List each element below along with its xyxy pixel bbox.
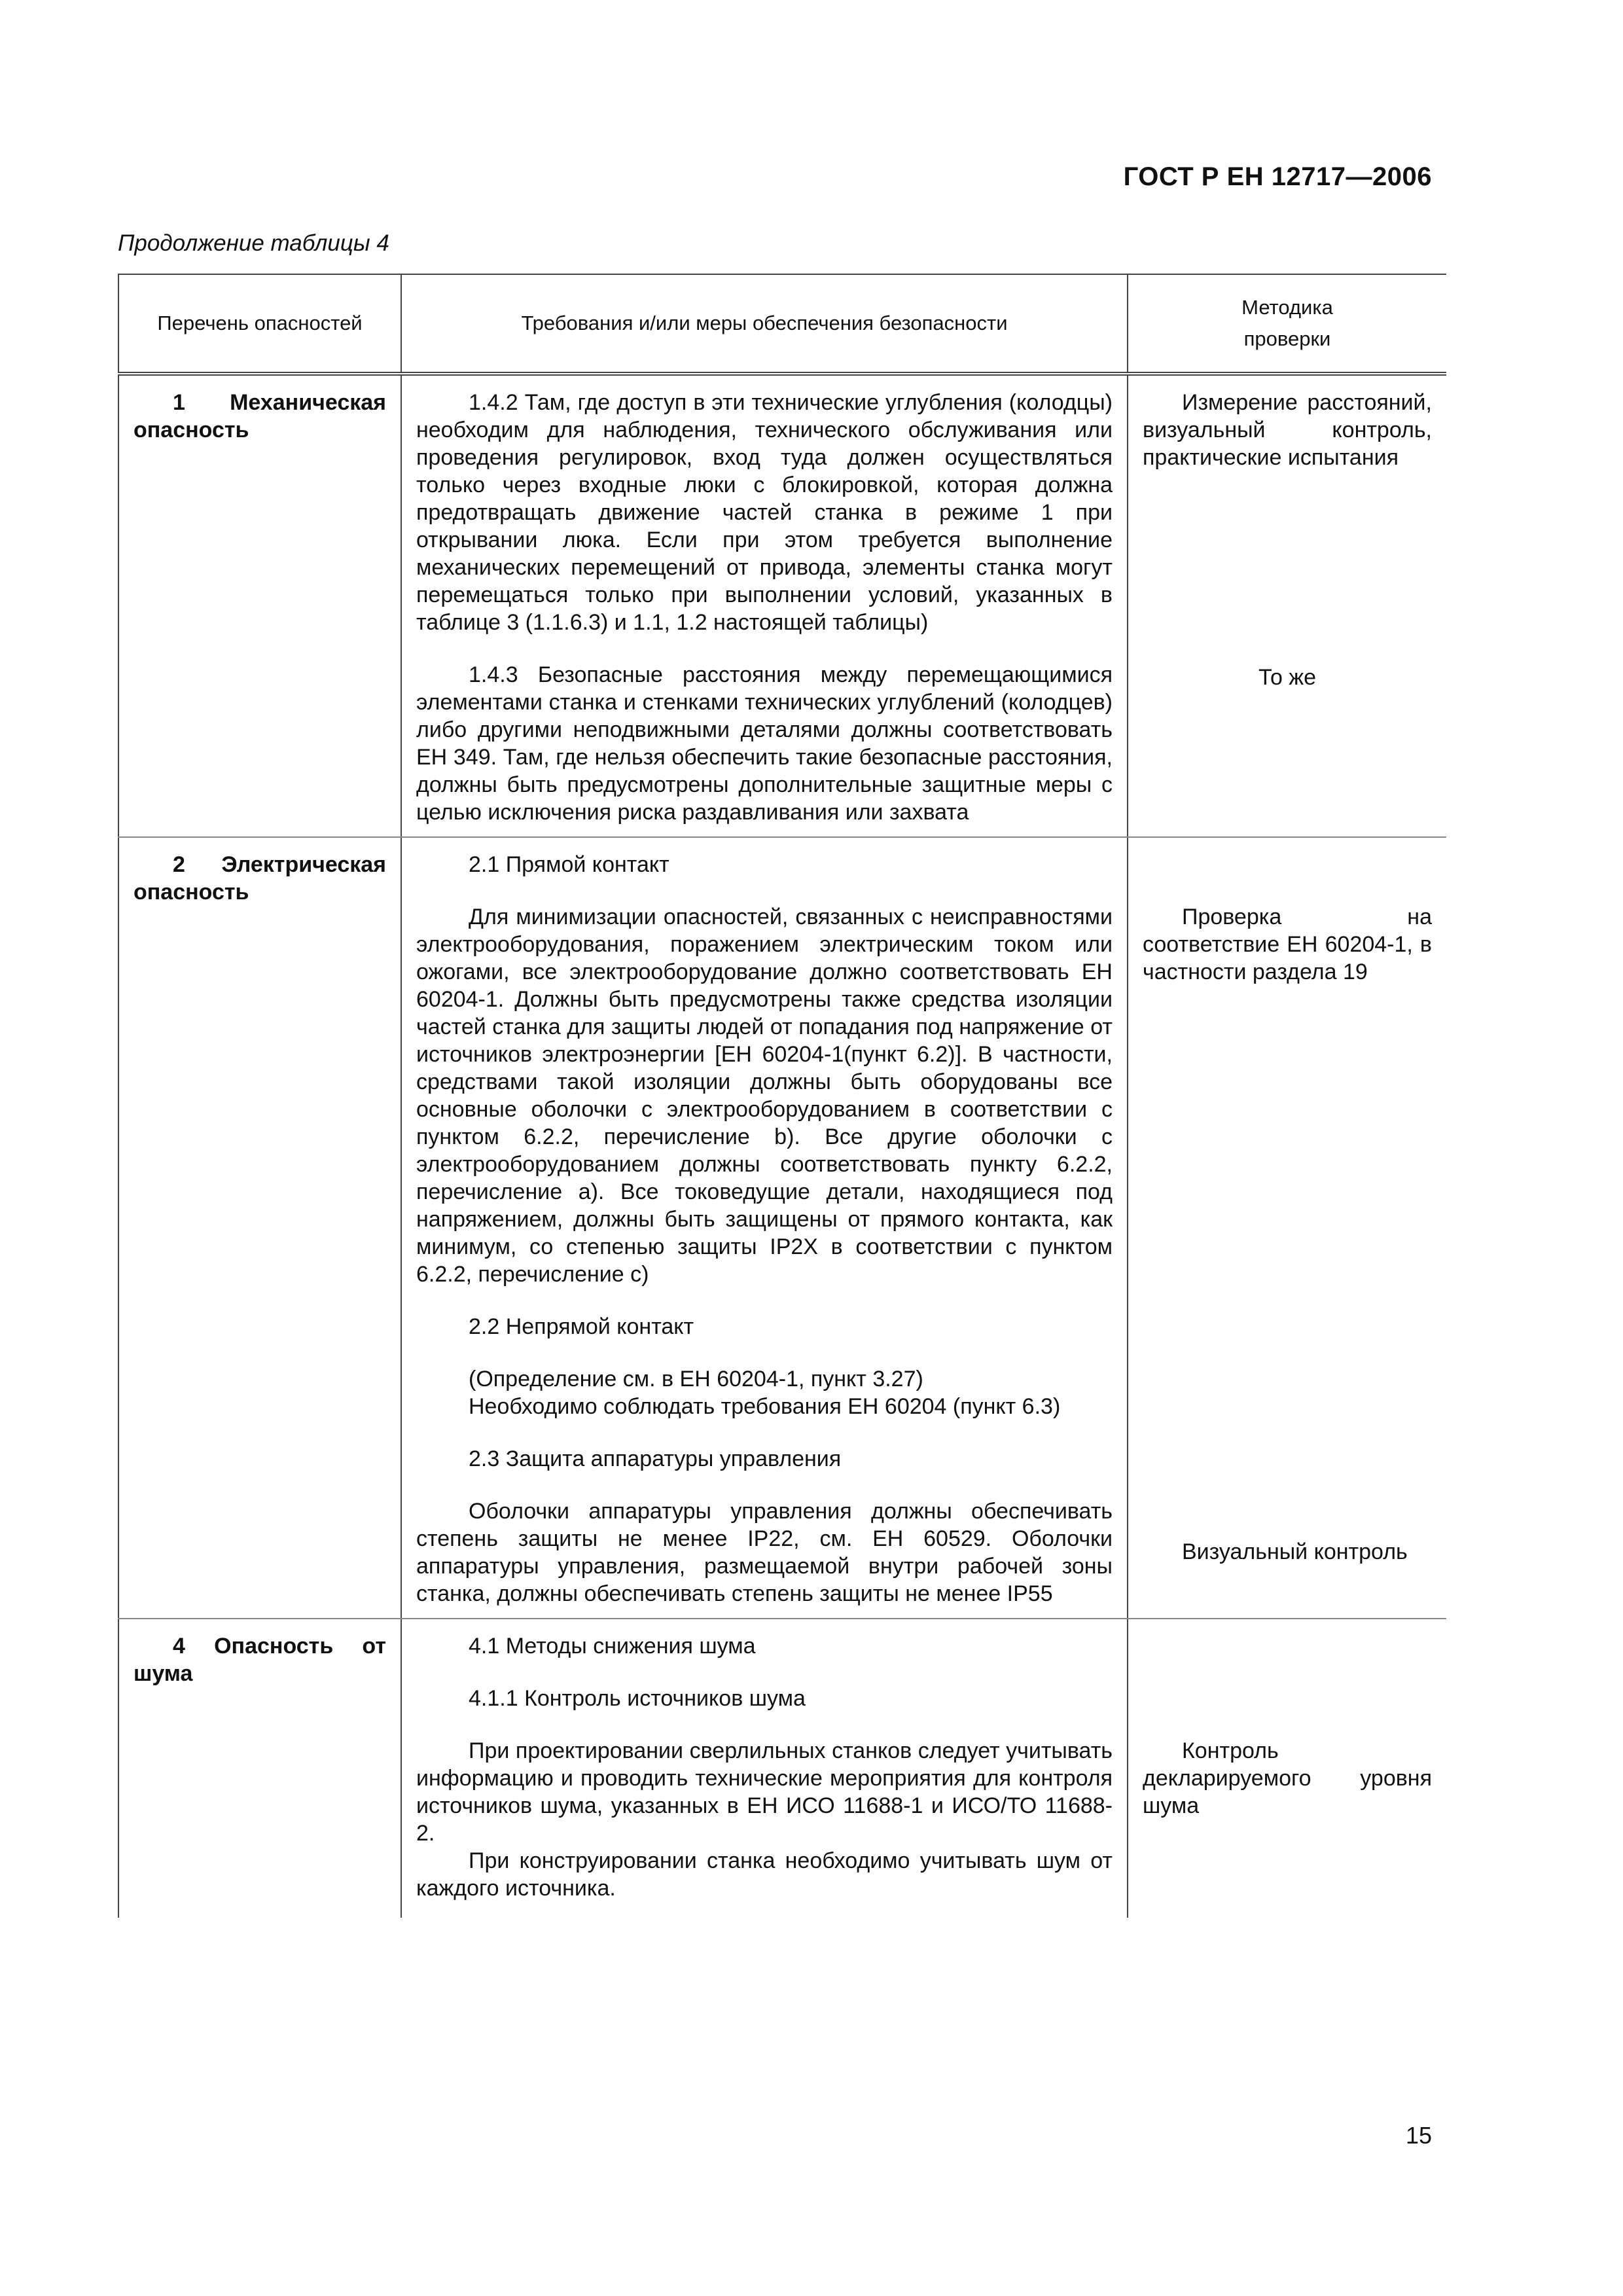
table-header-row [118, 275, 1446, 374]
method-cell [1128, 837, 1446, 1619]
column-header-method-text: Методика проверки [1241, 296, 1333, 350]
method-text: Контроль декларируемого уровня шума [1143, 1738, 1432, 1818]
requirements-cell [401, 1619, 1128, 1918]
table-caption: Продолжение таблицы 4 [118, 230, 389, 256]
requirement-paragraph: Для минимизации опасностей, связанных с неисправностями электрооборудования, поражением электрическим током или ожогами, все электрооборудование должно соответствовать ЕН 60204-1. Должны быть предусмотрены также средства изоляции частей станка для защиты людей от попадания под напряжение от источников электроэнергии [ЕН 60204-1(пункт 6.2)]. В частности, средствами такой изоляции должны быть оборудованы все основные оболочки с электрооборудованием в соответствии с пунктом 6.2.2, перечисление b). Все другие оболочки с электрооборудованием должны соответствовать пункту 6.2.2, перечисление а). Все токоведущие детали, находящиеся под напряжением, должны быть защищены от прямого контакта, как минимум, со степенью защиты IP2X в соответствии с пунктом 6.2.2, перечисление с) [416, 905, 1113, 1287]
hazard-name: 4 Опасность от шума [134, 1634, 386, 1686]
method-text: То же [1258, 665, 1317, 690]
requirement-subheading: 2.2 Непрямой контакт [469, 1314, 694, 1339]
hazard-table [118, 275, 1446, 1918]
requirement-subheading: 2.1 Прямой контакт [469, 852, 669, 877]
requirement-paragraph: Оболочки аппаратуры управления должны обеспечивать степень защиты не менее IP22, см. ЕН 60529. Оболочки аппаратуры управления, размещаемой внутри рабочей зоны станка, должны обеспечивать степень защиты не менее IP55 [416, 1499, 1113, 1606]
method-cell [1128, 374, 1446, 837]
hazard-name: 2 Электрическая опасность [134, 852, 386, 905]
hazard-cell [118, 837, 401, 1619]
column-header-hazards: Перечень опасностей [118, 275, 401, 374]
document-code: ГОСТ Р ЕН 12717—2006 [1123, 162, 1432, 191]
requirement-paragraph: При проектировании сверлильных станков следует учитывать информацию и проводить технические мероприятия для контроля источников шума, указанных в ЕН ИСО 11688-1 и ИСО/ТО 11688-2. [416, 1738, 1113, 1846]
method-text: Измерение расстояний, визуальный контроль, практические испытания [1143, 390, 1432, 470]
requirements-cell [401, 374, 1128, 837]
requirement-subheading: 4.1.1 Контроль источников шума [469, 1686, 806, 1711]
table-row [118, 837, 1446, 1619]
requirement-paragraph: Необходимо соблюдать требования ЕН 60204 (пункт 6.3) [469, 1394, 1061, 1419]
requirements-cell [401, 837, 1128, 1619]
table-row [118, 374, 1446, 837]
requirement-paragraph: 1.4.2 Там, где доступ в эти технические углубления (колодцы) необходим для наблюдения, технического обслуживания или проведения регулировок, вход туда должен осуществляться только через входные люки с блокировкой, которая должна предотвращать движение частей станка в режиме 1 при открывании люка. Если при этом требуется выполнение механических перемещений от привода, элементы станка могут перемещаться только при выполнении условий, указанных в таблице 3 (1.1.6.3) и 1.1, 1.2 настоящей таблицы) [416, 390, 1113, 635]
hazard-cell [118, 374, 401, 837]
requirement-paragraph: При конструировании станка необходимо учитывать шум от каждого источника. [416, 1848, 1113, 1901]
column-header-requirements: Требования и/или меры обеспечения безопасности [401, 275, 1128, 374]
requirement-paragraph: 1.4.3 Безопасные расстояния между перемещающимися элементами станка и стенками технических углублений (колодцев) либо другими неподвижными деталями должны соответствовать ЕН 349. Там, где нельзя обеспечить такие безопасные расстояния, должны быть предусмотрены дополнительные защитные меры с целью исключения риска раздавливания или захвата [416, 662, 1113, 825]
requirement-paragraph: (Определение см. в ЕН 60204-1, пункт 3.27) [469, 1367, 923, 1391]
column-header-method [1128, 275, 1446, 374]
page-number: 15 [1405, 2122, 1432, 2149]
requirement-subheading: 4.1 Методы снижения шума [469, 1634, 756, 1659]
hazard-table-container [118, 274, 1446, 2085]
requirement-subheading: 2.3 Защита аппаратуры управления [469, 1446, 842, 1471]
method-text: Визуальный контроль [1182, 1539, 1408, 1564]
hazard-cell [118, 1619, 401, 1918]
method-text: Проверка на соответствие ЕН 60204-1, в частности раздела 19 [1143, 905, 1432, 984]
table-row [118, 1619, 1446, 1918]
hazard-name: 1 Механическая опасность [134, 390, 386, 442]
method-cell [1128, 1619, 1446, 1918]
